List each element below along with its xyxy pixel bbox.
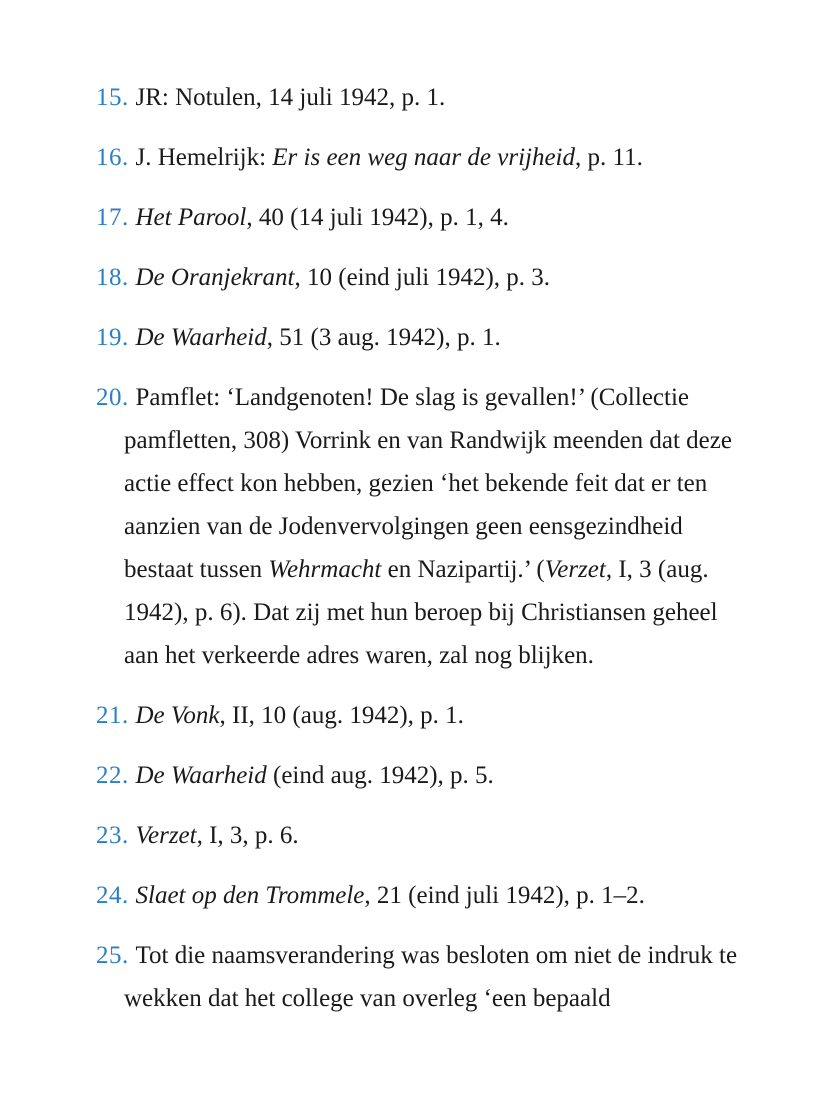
endnote-text: , II, 10 (aug. 1942), p. 1. xyxy=(219,702,464,729)
endnote-number-link[interactable]: 22. xyxy=(96,762,129,789)
endnote-number-link[interactable]: 23. xyxy=(96,822,129,849)
endnote-italic-title: De Vonk xyxy=(135,702,220,729)
endnote-text: Tot die naamsverandering was besloten om niet de indruk te wekken dat het college van overleg ‘een bepaald xyxy=(124,942,738,1012)
endnote-italic-title: Verzet xyxy=(135,822,197,849)
endnote-item xyxy=(96,754,756,797)
endnote-text: , 51 (3 aug. 1942), p. 1. xyxy=(266,324,501,351)
endnotes-list xyxy=(96,76,756,1020)
endnote-italic-title: Verzet xyxy=(544,556,606,583)
endnote-number-link[interactable]: 19. xyxy=(96,324,129,351)
endnote-item xyxy=(96,196,756,239)
endnote-item xyxy=(96,316,756,359)
endnote-italic-title: Het Parool xyxy=(135,204,247,231)
endnote-text: (eind aug. 1942), p. 5. xyxy=(266,762,494,789)
endnote-text: , 40 (14 juli 1942), p. 1, 4. xyxy=(246,204,509,231)
endnote-text: , I, 3, p. 6. xyxy=(196,822,299,849)
endnote-item xyxy=(96,934,756,1020)
endnote-italic-title: Er is een weg naar de vrijheid xyxy=(272,144,576,171)
endnote-number-link[interactable]: 25. xyxy=(96,942,129,969)
endnote-item xyxy=(96,874,756,917)
endnote-italic-title: De Oranjekrant xyxy=(135,264,295,291)
endnote-item xyxy=(96,694,756,737)
endnote-number-link[interactable]: 16. xyxy=(96,144,129,171)
endnote-text: J. Hemelrijk: xyxy=(135,144,273,171)
endnote-text: , 10 (eind juli 1942), p. 3. xyxy=(294,264,551,291)
endnote-italic-title: De Waarheid xyxy=(135,762,267,789)
endnote-item xyxy=(96,136,756,179)
endnote-item xyxy=(96,376,756,677)
endnote-text: JR: Notulen, 14 juli 1942, p. 1. xyxy=(135,84,446,111)
endnote-text: , I, 3 (aug. 1942), p. 6). Dat zij met hun beroep bij Christiansen geheel aan het verkeerde adres waren, zal nog blijken. xyxy=(124,556,718,669)
endnote-item xyxy=(96,814,756,857)
endnote-item xyxy=(96,256,756,299)
endnote-text: , 21 (eind juli 1942), p. 1–2. xyxy=(364,882,645,909)
endnote-text: , p. 11. xyxy=(575,144,643,171)
endnote-text: en Nazipartij.’ ( xyxy=(381,556,545,583)
endnote-italic-title: De Waarheid xyxy=(135,324,267,351)
endnote-number-link[interactable]: 15. xyxy=(96,84,129,111)
endnote-italic-title: Slaet op den Trommele xyxy=(135,882,365,909)
endnote-number-link[interactable]: 17. xyxy=(96,204,129,231)
endnote-number-link[interactable]: 18. xyxy=(96,264,129,291)
endnote-number-link[interactable]: 24. xyxy=(96,882,129,909)
endnote-italic-title: Wehrmacht xyxy=(268,556,382,583)
endnote-text: Pamflet: ‘Landgenoten! De slag is gevallen!’ (Collectie pamfletten, 308) Vorrink en van Randwijk meenden dat deze actie effect kon hebben, gezien ‘het bekende feit dat er ten aanzien van de Jodenvervolgingen geen eensgezindheid bestaat tussen xyxy=(124,384,732,583)
endnote-item xyxy=(96,76,756,119)
endnote-number-link[interactable]: 20. xyxy=(96,384,129,411)
endnote-number-link[interactable]: 21. xyxy=(96,702,129,729)
